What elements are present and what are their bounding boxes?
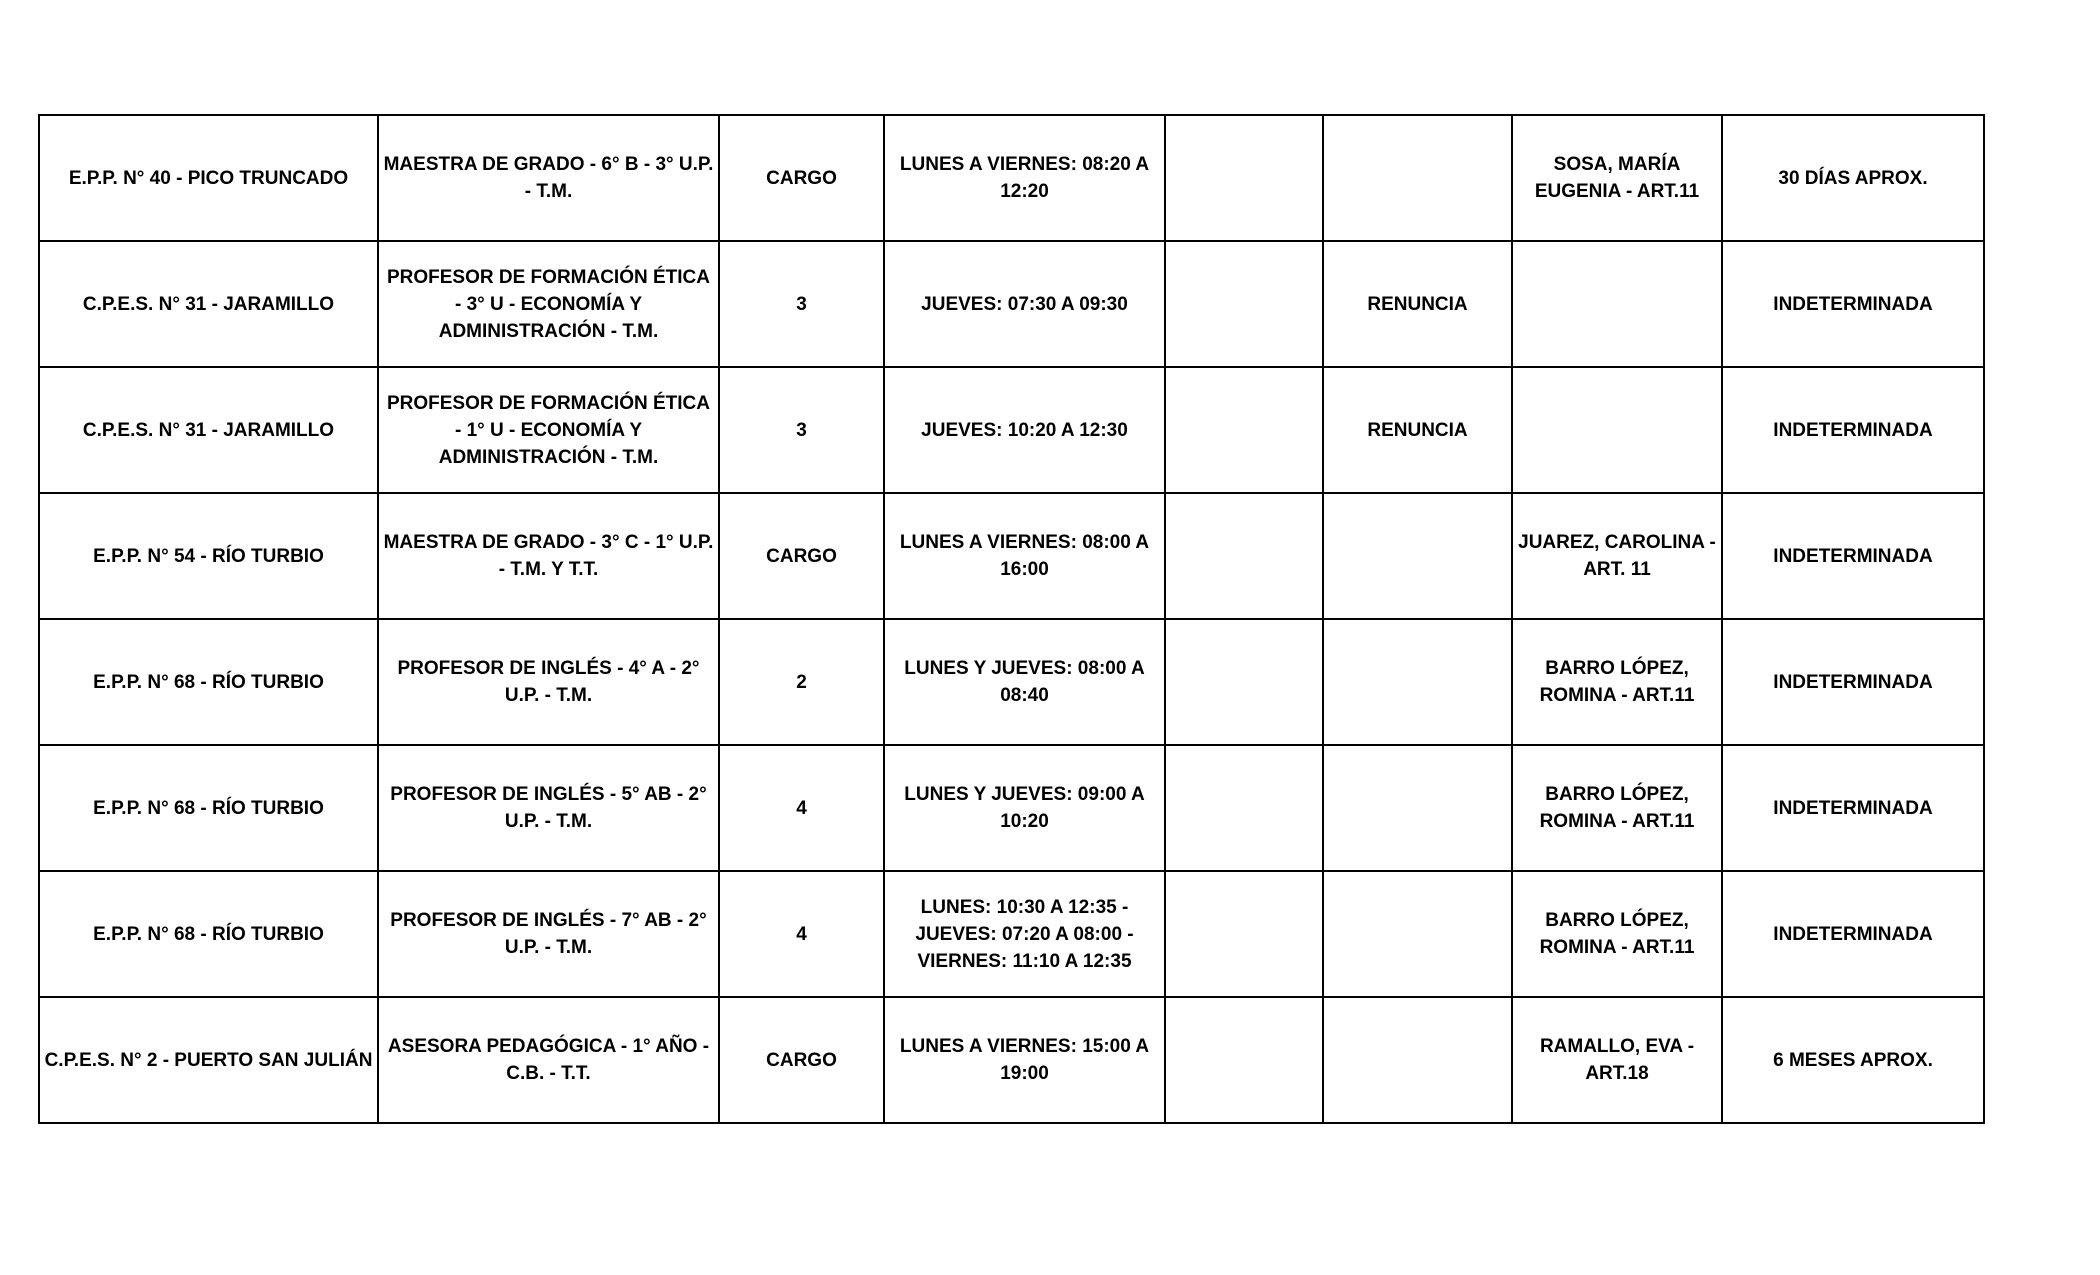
position-cell: PROFESOR DE FORMACIÓN ÉTICA - 3° U - ECONOMÍA Y ADMINISTRACIÓN - T.M. bbox=[378, 241, 719, 367]
position-cell: MAESTRA DE GRADO - 3° C - 1° U.P. - T.M. Y T.T. bbox=[378, 493, 719, 619]
school-cell: E.P.P. N° 68 - RÍO TURBIO bbox=[39, 745, 378, 871]
position-cell: PROFESOR DE INGLÉS - 7° AB - 2° U.P. - T.M. bbox=[378, 871, 719, 997]
table-row bbox=[39, 367, 1984, 493]
hours-cell: CARGO bbox=[719, 115, 884, 241]
hours-cell: CARGO bbox=[719, 493, 884, 619]
holder-cell: BARRO LÓPEZ, ROMINA - ART.11 bbox=[1512, 745, 1722, 871]
holder-cell: JUAREZ, CAROLINA - ART. 11 bbox=[1512, 493, 1722, 619]
hours-cell: 4 bbox=[719, 871, 884, 997]
hours-cell: 3 bbox=[719, 367, 884, 493]
reason-cell bbox=[1323, 745, 1512, 871]
hours-cell: 4 bbox=[719, 745, 884, 871]
blank-cell bbox=[1165, 997, 1323, 1123]
schedule-cell: JUEVES: 10:20 A 12:30 bbox=[884, 367, 1165, 493]
position-cell: MAESTRA DE GRADO - 6° B - 3° U.P. - T.M. bbox=[378, 115, 719, 241]
position-cell: PROFESOR DE INGLÉS - 5° AB - 2° U.P. - T.M. bbox=[378, 745, 719, 871]
blank-cell bbox=[1165, 871, 1323, 997]
blank-cell bbox=[1165, 619, 1323, 745]
school-cell: C.P.E.S. N° 31 - JARAMILLO bbox=[39, 367, 378, 493]
school-cell: E.P.P. N° 40 - PICO TRUNCADO bbox=[39, 115, 378, 241]
duration-cell: INDETERMINADA bbox=[1722, 745, 1984, 871]
table-row bbox=[39, 997, 1984, 1123]
hours-cell: 2 bbox=[719, 619, 884, 745]
holder-cell: BARRO LÓPEZ, ROMINA - ART.11 bbox=[1512, 619, 1722, 745]
table-row bbox=[39, 871, 1984, 997]
hours-cell: 3 bbox=[719, 241, 884, 367]
holder-cell bbox=[1512, 241, 1722, 367]
position-cell: PROFESOR DE INGLÉS - 4° A - 2° U.P. - T.M. bbox=[378, 619, 719, 745]
blank-cell bbox=[1165, 241, 1323, 367]
schedule-cell: LUNES Y JUEVES: 08:00 A 08:40 bbox=[884, 619, 1165, 745]
reason-cell bbox=[1323, 115, 1512, 241]
duration-cell: INDETERMINADA bbox=[1722, 619, 1984, 745]
reason-cell bbox=[1323, 997, 1512, 1123]
holder-cell bbox=[1512, 367, 1722, 493]
position-cell: ASESORA PEDAGÓGICA - 1° AÑO - C.B. - T.T. bbox=[378, 997, 719, 1123]
schedule-cell: LUNES A VIERNES: 08:00 A 16:00 bbox=[884, 493, 1165, 619]
schedule-cell: JUEVES: 07:30 A 09:30 bbox=[884, 241, 1165, 367]
holder-cell: SOSA, MARÍA EUGENIA - ART.11 bbox=[1512, 115, 1722, 241]
vacancies-table bbox=[38, 114, 1985, 1124]
reason-cell: RENUNCIA bbox=[1323, 367, 1512, 493]
blank-cell bbox=[1165, 745, 1323, 871]
school-cell: E.P.P. N° 54 - RÍO TURBIO bbox=[39, 493, 378, 619]
table-row bbox=[39, 619, 1984, 745]
school-cell: C.P.E.S. N° 31 - JARAMILLO bbox=[39, 241, 378, 367]
duration-cell: INDETERMINADA bbox=[1722, 493, 1984, 619]
vacancies-table-body bbox=[39, 115, 1984, 1123]
blank-cell bbox=[1165, 493, 1323, 619]
school-cell: E.P.P. N° 68 - RÍO TURBIO bbox=[39, 619, 378, 745]
reason-cell: RENUNCIA bbox=[1323, 241, 1512, 367]
reason-cell bbox=[1323, 871, 1512, 997]
duration-cell: INDETERMINADA bbox=[1722, 241, 1984, 367]
duration-cell: INDETERMINADA bbox=[1722, 367, 1984, 493]
table-row bbox=[39, 493, 1984, 619]
schedule-cell: LUNES Y JUEVES: 09:00 A 10:20 bbox=[884, 745, 1165, 871]
position-cell: PROFESOR DE FORMACIÓN ÉTICA - 1° U - ECONOMÍA Y ADMINISTRACIÓN - T.M. bbox=[378, 367, 719, 493]
schedule-cell: LUNES A VIERNES: 15:00 A 19:00 bbox=[884, 997, 1165, 1123]
duration-cell: 6 MESES APROX. bbox=[1722, 997, 1984, 1123]
holder-cell: RAMALLO, EVA - ART.18 bbox=[1512, 997, 1722, 1123]
school-cell: C.P.E.S. N° 2 - PUERTO SAN JULIÁN bbox=[39, 997, 378, 1123]
blank-cell bbox=[1165, 115, 1323, 241]
holder-cell: BARRO LÓPEZ, ROMINA - ART.11 bbox=[1512, 871, 1722, 997]
hours-cell: CARGO bbox=[719, 997, 884, 1123]
schedule-cell: LUNES: 10:30 A 12:35 - JUEVES: 07:20 A 08:00 - VIERNES: 11:10 A 12:35 bbox=[884, 871, 1165, 997]
blank-cell bbox=[1165, 367, 1323, 493]
table-row bbox=[39, 115, 1984, 241]
reason-cell bbox=[1323, 619, 1512, 745]
duration-cell: 30 DÍAS APROX. bbox=[1722, 115, 1984, 241]
school-cell: E.P.P. N° 68 - RÍO TURBIO bbox=[39, 871, 378, 997]
table-row bbox=[39, 745, 1984, 871]
schedule-cell: LUNES A VIERNES: 08:20 A 12:20 bbox=[884, 115, 1165, 241]
table-row bbox=[39, 241, 1984, 367]
reason-cell bbox=[1323, 493, 1512, 619]
duration-cell: INDETERMINADA bbox=[1722, 871, 1984, 997]
